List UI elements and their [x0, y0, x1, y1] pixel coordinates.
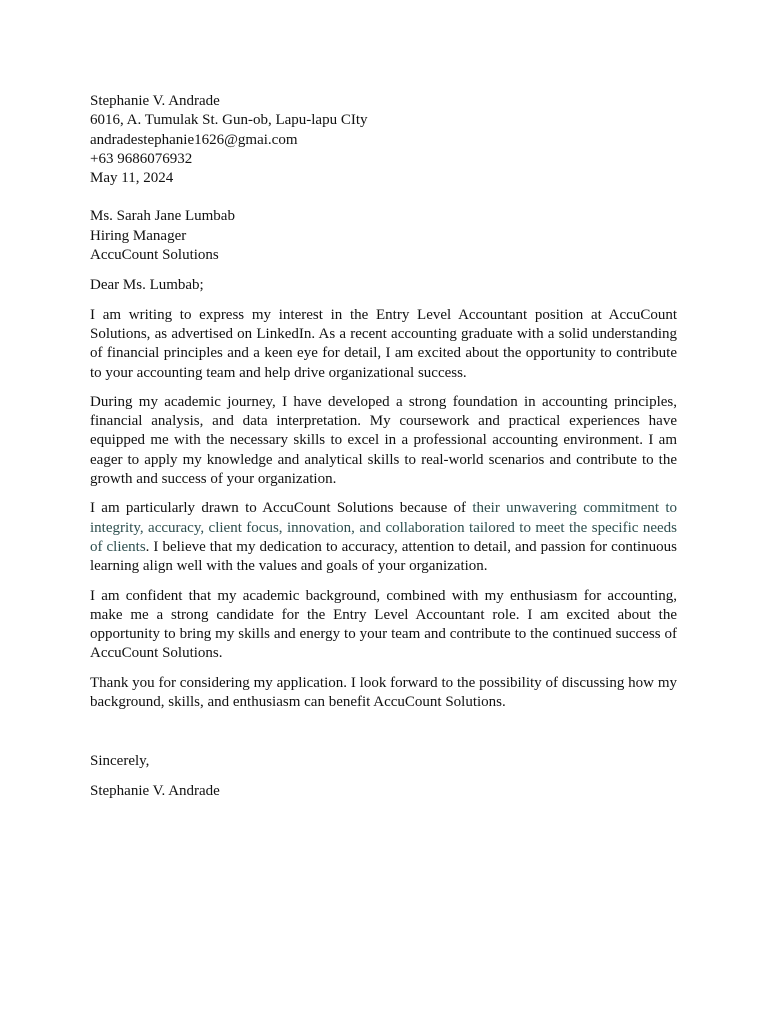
recipient-title: Hiring Manager: [90, 227, 187, 244]
body-paragraph-2: During my academic journey, I have developed a strong foundation in accounting principles, financial analysis, and data interpretation. My coursework and practical experiences have equipped me with the necessary skills to excel in a professional accounting environment. I am eager to apply my knowledge and analytical skills to real-world scenarios and contribute to the growth and success of your organization.: [90, 393, 677, 488]
paragraph-3-intro: I am particularly drawn to AccuCount Solutions because of: [90, 500, 473, 517]
closing: Sincerely,: [90, 753, 150, 770]
signature-name: Stephanie V. Andrade: [90, 782, 220, 799]
highlighted-company-values: their unwavering commitment to integrity, accuracy, client focus, innovation, and collaboration tailored to meet the specific needs of clients: [90, 500, 677, 555]
paragraph-3-rest: . I believe that my dedication to accuracy, attention to detail, and passion for continuous learning align well with the values and goals of your organization.: [90, 538, 677, 575]
sender-phone: +63 9686076932: [90, 150, 193, 167]
body-paragraph-1: I am writing to express my interest in the Entry Level Accountant position at AccuCount Solutions, as advertised on LinkedIn. As a recent accounting graduate with a solid understanding of financial principles and a keen eye for detail, I am excited about the opportunity to contribute to your accounting team and help drive organizational success.: [90, 306, 677, 381]
letter-date: May 11, 2024: [90, 170, 174, 187]
sender-block: [90, 92, 677, 188]
salutation: Dear Ms. Lumbab;: [90, 277, 204, 294]
body-paragraph-4: I am confident that my academic background, combined with my enthusiasm for accounting, make me a strong candidate for the Entry Level Accountant role. I am excited about the opportunity to bring my skills and energy to your team and contribute to the continued success of AccuCount Solutions.: [90, 587, 677, 662]
cover-letter: [90, 92, 677, 801]
spacer: [90, 188, 677, 207]
recipient-company: AccuCount Solutions: [90, 247, 219, 264]
recipient-name: Ms. Sarah Jane Lumbab: [90, 208, 235, 225]
sender-name: Stephanie V. Andrade: [90, 93, 220, 109]
sender-email: andradestephanie1626@gmai.com: [90, 131, 298, 148]
recipient-block: [90, 207, 677, 265]
body-paragraph-3: [90, 499, 677, 576]
body-paragraph-5: Thank you for considering my application. I look forward to the possibility of discussing how my background, skills, and enthusiasm can benefit AccuCount Solutions.: [90, 674, 677, 711]
sender-address: 6016, A. Tumulak St. Gun-ob, Lapu-lapu CIty: [90, 112, 368, 129]
